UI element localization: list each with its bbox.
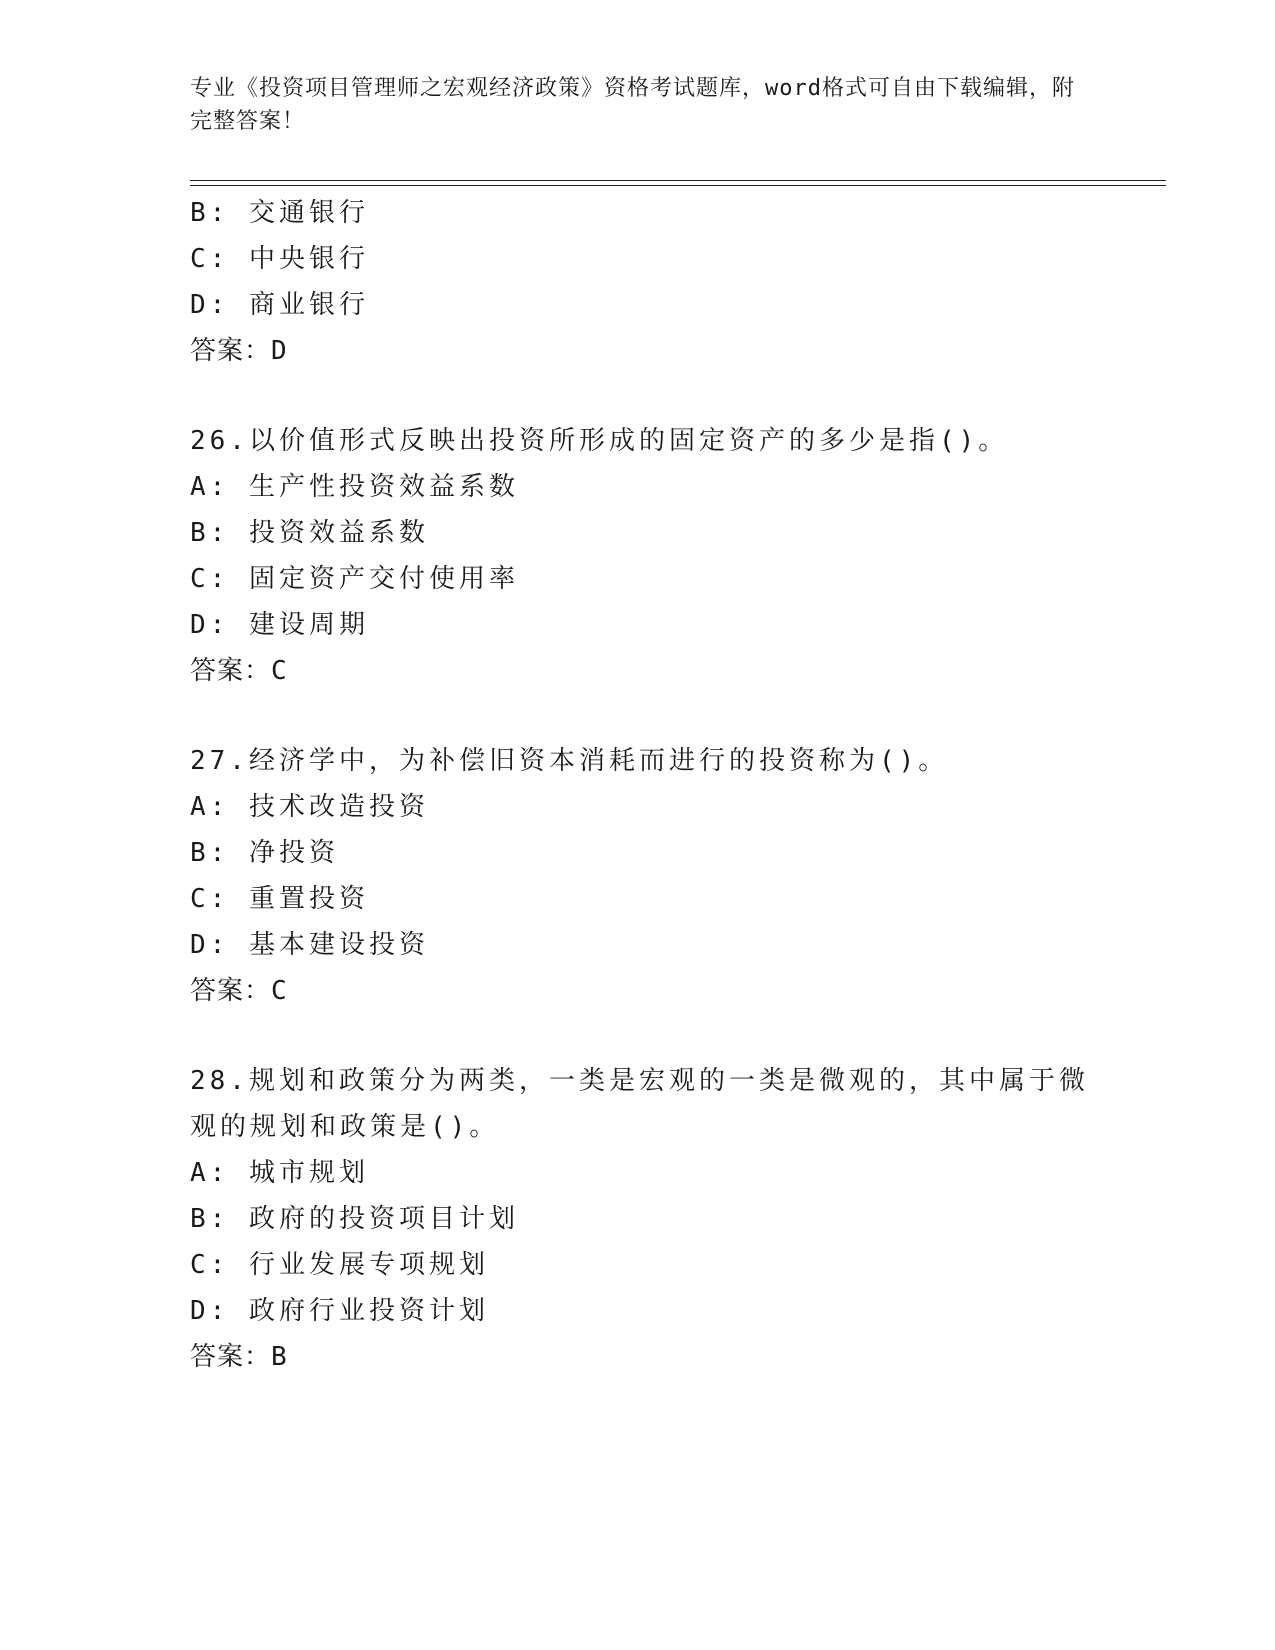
question-continued [190, 190, 1090, 374]
option-c: C: 中央银行 [190, 244, 369, 274]
option-c: C: 重置投资 [190, 884, 369, 914]
option-b: B: 投资效益系数 [190, 518, 429, 548]
option-c: C: 行业发展专项规划 [190, 1250, 489, 1280]
spacer [190, 1014, 1090, 1058]
document-header: 专业《投资项目管理师之宏观经济政策》资格考试题库，word格式可自由下载编辑，附完整答案！ [190, 76, 1075, 134]
option-d: D: 商业银行 [190, 290, 369, 320]
option-d: D: 政府行业投资计划 [190, 1296, 489, 1326]
spacer [190, 374, 1090, 418]
question-28 [190, 1058, 1090, 1380]
option-c: C: 固定资产交付使用率 [190, 564, 519, 594]
header-rule-bottom [190, 185, 1166, 186]
question-list [190, 190, 1090, 1380]
question-27 [190, 738, 1090, 1014]
spacer [190, 694, 1090, 738]
question-stem: 26.以价值形式反映出投资所形成的固定资产的多少是指()。 [190, 426, 1009, 456]
option-d: D: 建设周期 [190, 610, 369, 640]
answer-line: 答案：D [190, 336, 288, 366]
question-stem: 28.规划和政策分为两类，一类是宏观的一类是微观的，其中属于微观的规划和政策是()。 [190, 1066, 1089, 1142]
answer-line: 答案：B [190, 1342, 288, 1372]
answer-line: 答案：C [190, 656, 288, 686]
question-26 [190, 418, 1090, 694]
option-b: B: 交通银行 [190, 198, 369, 228]
option-d: D: 基本建设投资 [190, 930, 429, 960]
option-a: A: 生产性投资效益系数 [190, 472, 519, 502]
option-b: B: 政府的投资项目计划 [190, 1204, 519, 1234]
option-b: B: 净投资 [190, 838, 339, 868]
header-rule-top [190, 180, 1166, 181]
answer-line: 答案：C [190, 976, 288, 1006]
question-stem: 27.经济学中，为补偿旧资本消耗而进行的投资称为()。 [190, 746, 949, 776]
option-a: A: 技术改造投资 [190, 792, 429, 822]
option-a: A: 城市规划 [190, 1158, 369, 1188]
